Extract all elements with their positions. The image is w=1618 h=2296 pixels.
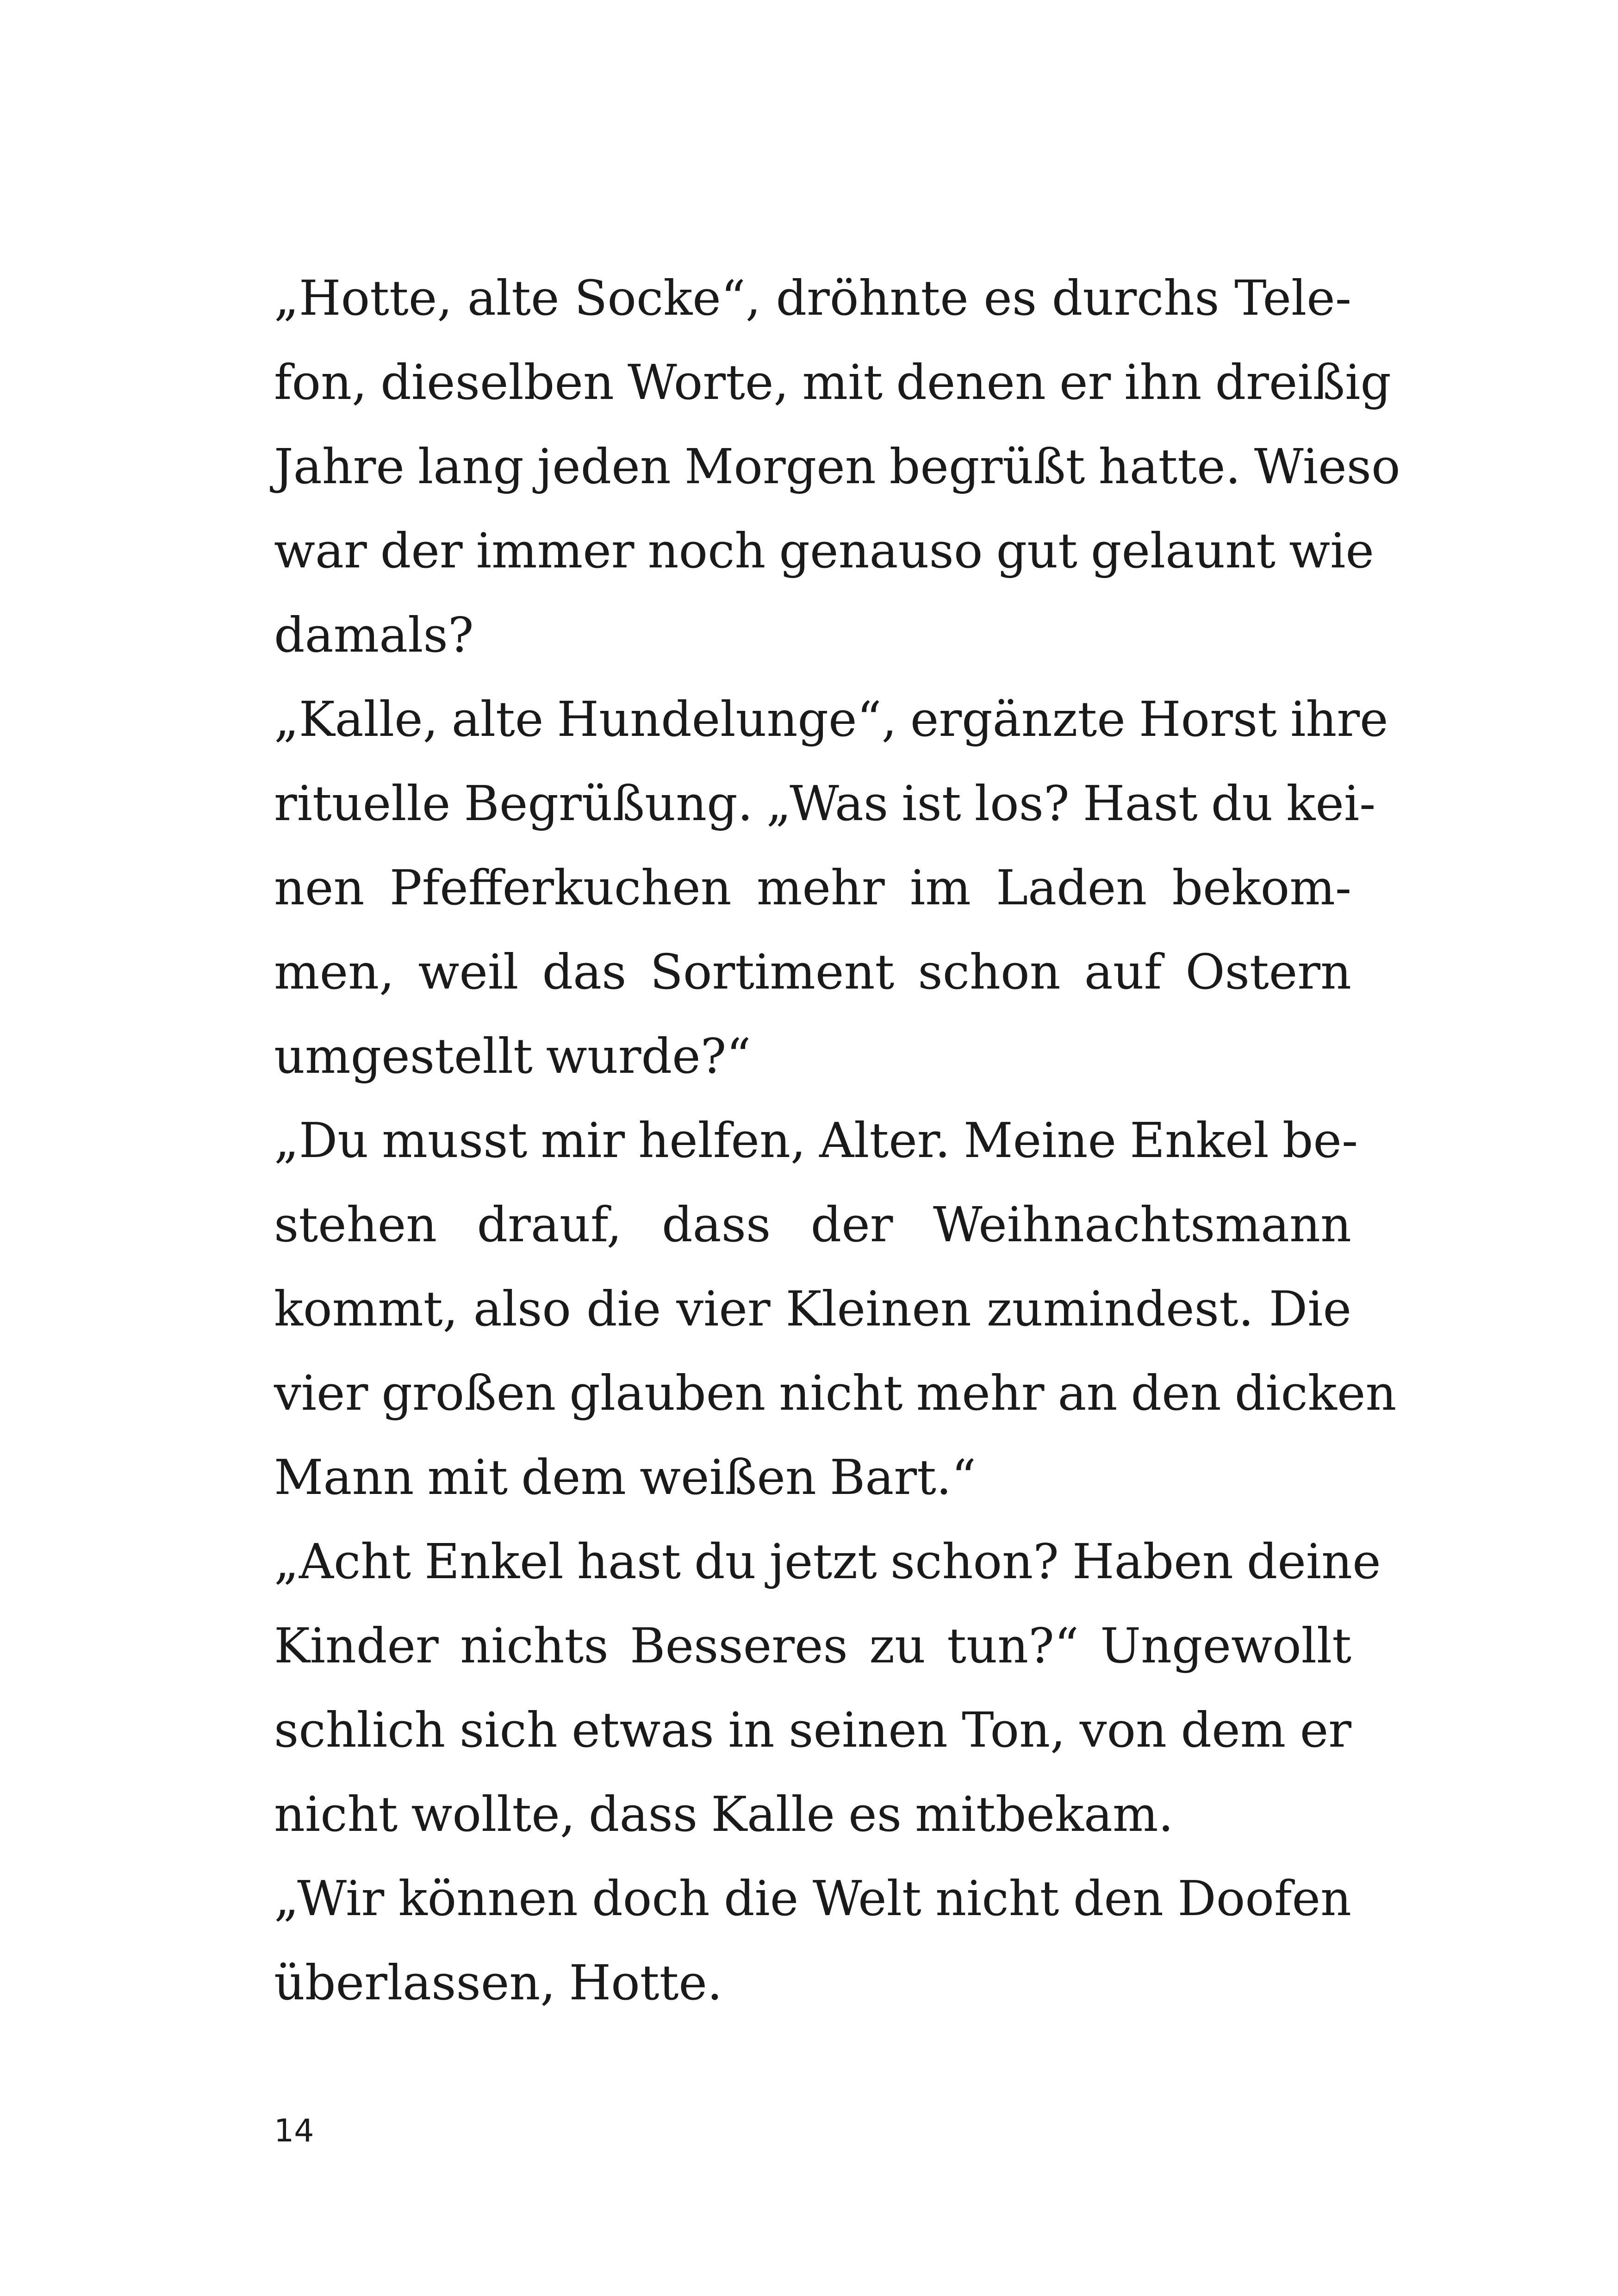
text-line: umgestellt wurde?“ <box>274 1028 751 1084</box>
text-line: „Acht Enkel hast du jetzt schon? Haben deine <box>274 1533 1381 1590</box>
text-line: „Du musst mir helfen, Alter. Meine Enkel be- <box>274 1112 1358 1169</box>
text-line: Mann mit dem weißen Bart.“ <box>274 1449 977 1506</box>
text-line: nicht wollte, dass Kalle es mitbekam. <box>274 1786 1174 1842</box>
page-number: 14 <box>274 2113 314 2149</box>
text-line: nen Pfefferkuchen mehr im Laden bekom- <box>274 859 1351 916</box>
text-line: men, weil das Sortiment schon auf Ostern <box>274 944 1351 1000</box>
text-line: Jahre lang jeden Morgen begrüßt hatte. Wieso <box>274 438 1400 495</box>
text-line: stehen drauf, dass der Weihnachtsmann <box>274 1196 1351 1253</box>
text-line: Kinder nichts Besseres zu tun?“ Ungewollt <box>274 1618 1351 1674</box>
text-line: kommt, also die vier Kleinen zumindest. Die <box>274 1281 1351 1337</box>
text-line: „Wir können doch die Welt nicht den Doofen <box>274 1870 1351 1927</box>
text-line: überlassen, Hotte. <box>274 1954 722 2011</box>
text-line: schlich sich etwas in seinen Ton, von dem er <box>274 1702 1351 1758</box>
text-line: „Kalle, alte Hundelunge“, ergänzte Horst ihre <box>274 691 1388 747</box>
text-line: vier großen glauben nicht mehr an den dicken <box>274 1365 1397 1421</box>
text-line: damals? <box>274 607 474 663</box>
body-text <box>274 256 1400 2025</box>
text-line: war der immer noch genauso gut gelaunt wie <box>274 523 1374 579</box>
text-line: rituelle Begrüßung. „Was ist los? Hast du kei- <box>274 775 1376 832</box>
text-line: „Hotte, alte Socke“, dröhnte es durchs Tele- <box>274 270 1351 326</box>
text-line: fon, dieselben Worte, mit denen er ihn dreißig <box>274 354 1391 411</box>
